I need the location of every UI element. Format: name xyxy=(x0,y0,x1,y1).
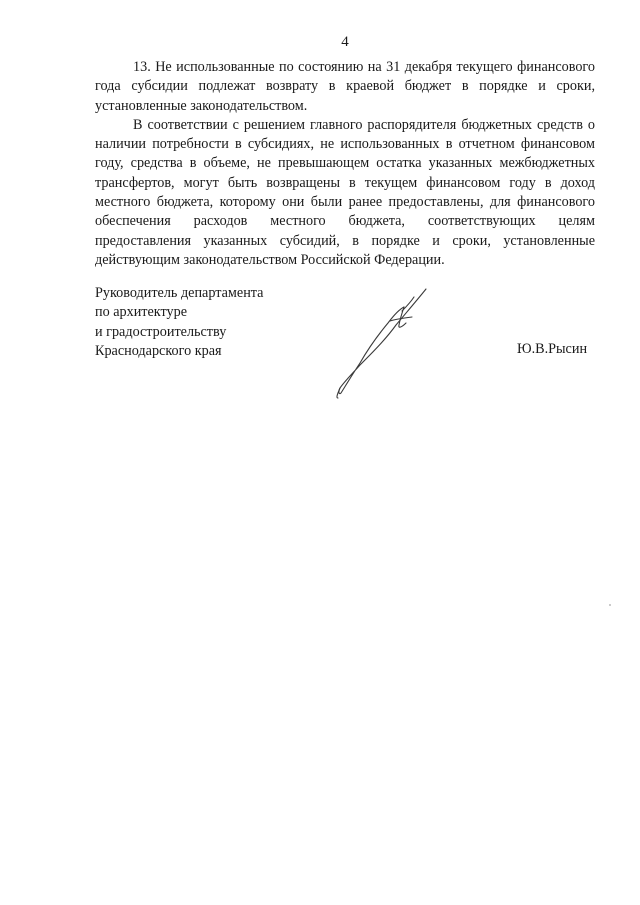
handwritten-signature xyxy=(330,285,440,400)
signer-title xyxy=(95,284,263,361)
signer-title-line: Краснодарского края xyxy=(95,342,222,359)
signer-name: Ю.В.Рысин xyxy=(517,341,588,357)
paragraph-13-subsidy-return: 13. Не использованные по состоянию на 31 декабря текущего финансового года субсидии подлежат возврату в краевой бюджет в порядке и сроки, установленные законодательством. xyxy=(95,59,595,114)
page-number: 4 xyxy=(341,34,349,50)
signer-title-line: Руководитель департамента xyxy=(95,285,264,301)
document-body xyxy=(95,58,595,270)
paragraph-transfer-return: В соответствии с решением главного распорядителя бюджетных средств о наличии потребности в субсидиях, не использованных в отчетном финансовом году, средства в объеме, не превышающем остатка указанных межбюджетных трансфертов, могут быть возвращены в текущем финансовом году в доход местного бюджета, которому они были ранее предоставлены, для финансового обеспечения расходов местного бюджета, соответствующих целям предоставления указанных субсидий, в порядке и сроки, установленные действующим законодательством Российской Федерации. xyxy=(95,116,595,268)
signer-title-line: и градостроительству xyxy=(95,323,227,340)
scan-speck xyxy=(609,604,611,606)
signer-title-line: по архитектуре xyxy=(95,304,188,321)
